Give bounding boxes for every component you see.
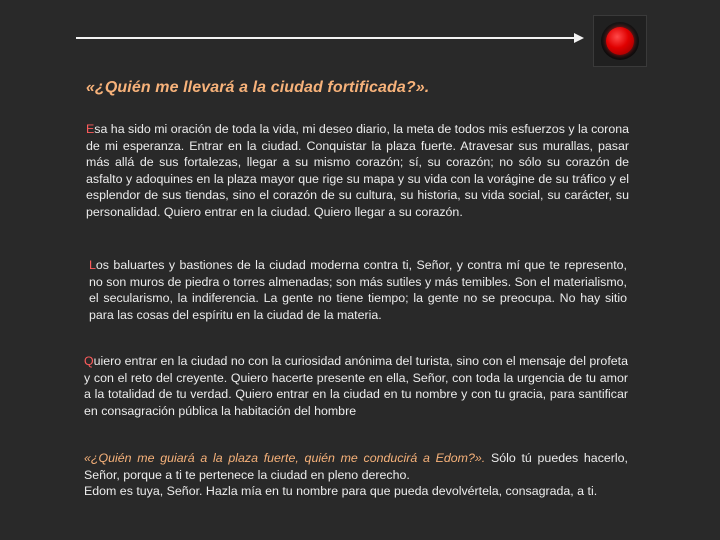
paragraph-1 xyxy=(86,121,629,221)
paragraph-3 xyxy=(84,353,628,419)
button-led xyxy=(606,27,634,55)
paragraph-text: uiero entrar en la ciudad no con la curiosidad anónima del turista, sino con el mensaje del profeta y con el reto del creyente. Quiero hacerte presente en ella, Señor, con toda la urgencia de tu amor a la totalidad de tu verdad. Quiero entrar en la ciudad en tu nombre y con tu gracia, para santificar en consagración pública la habitación del hombre xyxy=(84,354,628,418)
paragraph-initial: L xyxy=(89,258,96,272)
closing-text-2: Edom es tuya, Señor. Hazla mía en tu nombre para que pueda devolvértela, consagrada, a ti. xyxy=(84,484,598,499)
arrow-right-icon xyxy=(574,33,584,43)
paragraph-closing xyxy=(84,450,628,500)
paragraph-initial: E xyxy=(86,122,95,136)
closing-quote: «¿Quién me guiará a la plaza fuerte, quién me conducirá a Edom?». xyxy=(84,451,486,465)
paragraph-text: os baluartes y bastiones de la ciudad moderna contra ti, Señor, y contra mí que te represento, no son muros de piedra o torres almenadas; son más sutiles y más temibles. Son el materialismo, el secularismo, la indiferencia. La gente no tiene tiempo; la gente no se preocupa. No hay sitio para las cosas del espíritu en la ciudad de la materia. xyxy=(89,258,627,322)
red-record-button-icon[interactable] xyxy=(593,15,647,67)
arrow-line xyxy=(76,37,576,39)
paragraph-initial: Q xyxy=(84,354,94,368)
page-title: «¿Quién me llevará a la ciudad fortificada?». xyxy=(86,79,430,96)
closing-text-1: Sólo tú puedes hacerlo, Señor, porque a ti te pertenece la ciudad en pleno derecho. xyxy=(84,451,628,482)
paragraph-text: sa ha sido mi oración de toda la vida, mi deseo diario, la meta de todos mis esfuerzos y la corona de mi esperanza. Entrar en la ciudad. Conquistar la plaza fuerte. Atravesar sus murallas, pasar más allá de sus fortalezas, llegar a su mismo corazón; sí, su corazón; no sólo su corazón de asfalto y adoquines en la plaza mayor que rige su mapa y su vida con la vorágine de su tráfico y el esplendor de sus tiendas, sino el corazón de su cultura, su historia, su vida social, su carácter, su personalidad. Quiero entrar en la ciudad. Quiero llegar a su corazón. xyxy=(86,122,629,219)
paragraph-2 xyxy=(89,257,627,323)
